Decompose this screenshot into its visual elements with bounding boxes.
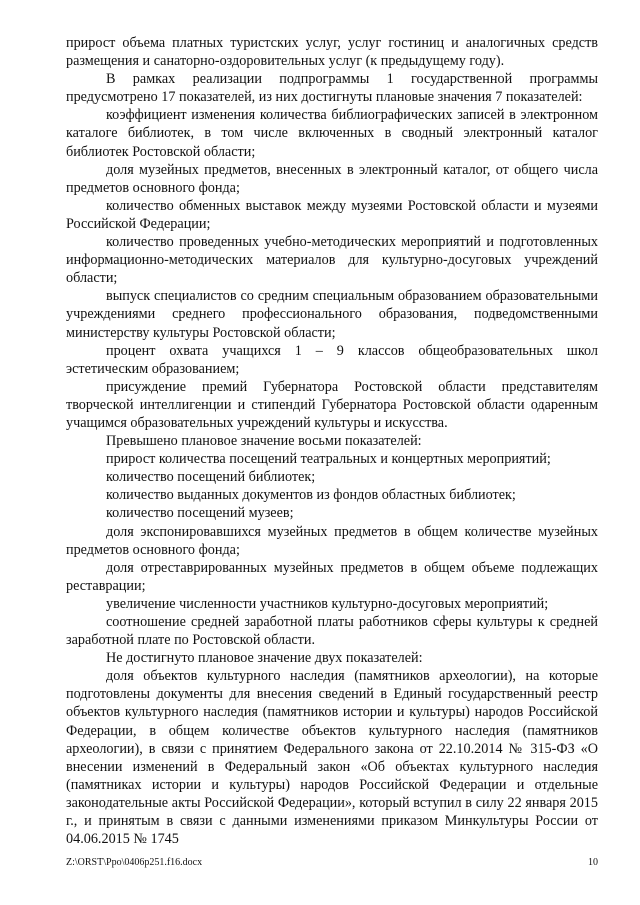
paragraph-salary-ratio: соотношение средней заработной платы работников сферы культуры к средней заработной плате по Ростовской области. bbox=[66, 614, 598, 649]
paragraph-tourism-growth: прирост объема платных туристских услуг, услуг гостиниц и аналогичных средств размещения и санаторно-оздоровительных услуг (к предыдущему году). bbox=[66, 35, 598, 70]
document-body bbox=[66, 34, 598, 848]
paragraph-specialists: выпуск специалистов со средним специальным образованием образовательными учреждениями среднего профессионального образования, подведомственными министерству культуры Ростовской области; bbox=[66, 288, 598, 341]
paragraph-governor-awards: присуждение премий Губернатора Ростовской области представителям творческой интеллигенции и стипендий Губернатора Ростовской области одаренным учащимся образовательных учреждений культуры и искусства. bbox=[66, 378, 598, 431]
paragraph-exchange-exhibitions: количество обменных выставок между музеями Ростовской области и музеями Российской Федерации; bbox=[66, 197, 598, 232]
page-number: 10 bbox=[588, 857, 598, 868]
paragraph-exhibited-items: доля экспонировавшихся музейных предметов в общем количестве музейных предметов основного фонда; bbox=[66, 523, 598, 558]
paragraph-subprogram-intro: В рамках реализации подпрограммы 1 государственной программы предусмотрено 17 показателей, из них достигнуты плановые значения 7 показателей: bbox=[66, 71, 598, 106]
paragraph-biblio-records: коэффициент изменения количества библиографических записей в электронном каталоге библиотек, в том числе включенных в сводный электронный каталог библиотек Ростовской области; bbox=[66, 107, 598, 160]
paragraph-library-visits: количество посещений библиотек; bbox=[106, 469, 316, 486]
paragraph-leisure-participants: увеличение численности участников культурно-досуговых мероприятий; bbox=[106, 595, 549, 612]
paragraph-museum-catalog: доля музейных предметов, внесенных в электронный каталог, от общего числа предметов основного фонда; bbox=[66, 161, 598, 196]
paragraph-library-documents: количество выданных документов из фондов областных библиотек; bbox=[106, 487, 516, 504]
paragraph-aesthetic-education: процент охвата учащихся 1 – 9 классов общеобразовательных школ эстетическим образованием; bbox=[66, 342, 598, 377]
footer-file-path: Z:\ORST\Ppo\0406p251.f16.docx bbox=[66, 857, 203, 868]
paragraph-restored-items: доля отреставрированных музейных предметов в общем объеме подлежащих реставрации; bbox=[66, 559, 598, 594]
paragraph-exceeded-intro: Превышено плановое значение восьми показателей: bbox=[106, 433, 422, 450]
paragraph-methodical-events: количество проведенных учебно-методических мероприятий и подготовленных информационно-методических материалов для культурно-досуговых учреждений области; bbox=[66, 234, 598, 287]
paragraph-museum-visits: количество посещений музеев; bbox=[106, 505, 294, 522]
paragraph-heritage-objects: доля объектов культурного наследия (памятников археологии), на которые подготовлены документы для внесения сведений в Единый государственный реестр объектов культурного наследия (памятников истории и культуры) народов Российской Федерации, в общем количестве объектов культурного наследия (памятников археологии), в связи с принятием Федерального закона от 22.10.2014 № 315-ФЗ «О внесении изменений в Федеральный закон «Об объектах культурного наследия (памятниках истории и культуры) народов Российской Федерации и отдельные законодательные акты Российской Федерации», который вступил в силу 22 января 2015 г., и принятым в связи с данными изменениями приказом Минкультуры России от 04.06.2015 № 1745 bbox=[66, 668, 598, 848]
paragraph-not-achieved-intro: Не достигнуто плановое значение двух показателей: bbox=[106, 650, 423, 667]
paragraph-theatre-visits: прирост количества посещений театральных и концертных мероприятий; bbox=[106, 451, 551, 468]
